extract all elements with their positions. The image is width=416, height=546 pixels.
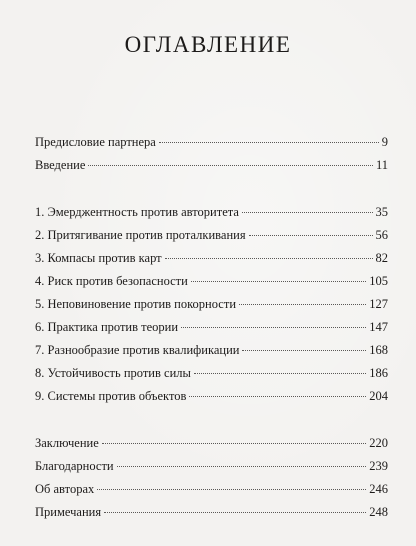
toc-entry-label: Заключение bbox=[35, 436, 99, 450]
dot-leader bbox=[97, 489, 366, 490]
toc-entry-page: 239 bbox=[369, 459, 388, 473]
dot-leader bbox=[88, 165, 373, 166]
toc-entry-notes[interactable] bbox=[35, 503, 388, 521]
toc-entry-acknowledgements[interactable] bbox=[35, 457, 388, 475]
dot-leader bbox=[239, 304, 366, 305]
toc-entry-chapter-3[interactable] bbox=[35, 249, 388, 267]
toc-entry-page: 82 bbox=[375, 251, 388, 265]
toc-entry-page: 220 bbox=[369, 436, 388, 450]
toc-entry-label: 5. Неповиновение против покорности bbox=[35, 297, 237, 311]
toc-entry-label: 3. Компасы против карт bbox=[35, 251, 162, 265]
toc-entry-about-authors[interactable] bbox=[35, 480, 388, 498]
toc-entry-chapter-7[interactable] bbox=[35, 341, 388, 359]
dot-leader bbox=[181, 327, 366, 328]
toc-entry-label: Введение bbox=[35, 158, 86, 172]
toc-entry-chapter-9[interactable] bbox=[35, 387, 388, 405]
dot-leader bbox=[249, 235, 373, 236]
toc-entry-page: 248 bbox=[369, 505, 388, 519]
dot-leader bbox=[117, 466, 367, 467]
toc-entry-chapter-1[interactable] bbox=[35, 203, 388, 221]
toc-entry-chapter-5[interactable] bbox=[35, 295, 388, 313]
toc-entry-conclusion[interactable] bbox=[35, 434, 388, 452]
toc-entry-page: 147 bbox=[369, 320, 388, 334]
toc-entry-page: 168 bbox=[369, 343, 388, 357]
toc-entry-label: Предисловие партнера bbox=[35, 135, 156, 149]
toc-entry-page: 204 bbox=[369, 389, 388, 403]
toc-entry-chapter-2[interactable] bbox=[35, 226, 388, 244]
dot-leader bbox=[189, 396, 366, 397]
dot-leader bbox=[159, 142, 379, 143]
toc-entry-page: 186 bbox=[369, 366, 388, 380]
toc-entry-label: Об авторах bbox=[35, 482, 95, 496]
dot-leader bbox=[194, 373, 366, 374]
toc-entry-page: 105 bbox=[369, 274, 388, 288]
toc-entry-label: 6. Практика против теории bbox=[35, 320, 179, 334]
dot-leader bbox=[165, 258, 373, 259]
dot-leader bbox=[242, 350, 366, 351]
toc-entry-page: 56 bbox=[375, 228, 388, 242]
dot-leader bbox=[191, 281, 366, 282]
dot-leader bbox=[104, 512, 366, 513]
toc-entry-chapter-6[interactable] bbox=[35, 318, 388, 336]
toc-entry-introduction[interactable] bbox=[35, 156, 388, 174]
toc-entry-page: 9 bbox=[381, 135, 388, 149]
page-title: ОГЛАВЛЕНИЕ bbox=[124, 32, 292, 57]
toc-entry-chapter-4[interactable] bbox=[35, 272, 388, 290]
toc-entry-label: 2. Притягивание против проталкивания bbox=[35, 228, 246, 242]
toc-entry-label: 8. Устойчивость против силы bbox=[35, 366, 191, 380]
toc-entry-chapter-8[interactable] bbox=[35, 364, 388, 382]
toc-entry-foreword[interactable] bbox=[35, 133, 388, 151]
toc-entry-page: 11 bbox=[375, 158, 388, 172]
toc-entry-label: 7. Разнообразие против квалификации bbox=[35, 343, 240, 357]
toc-entry-label: 1. Эмерджентность против авторитета bbox=[35, 205, 239, 219]
toc-entry-page: 35 bbox=[375, 205, 388, 219]
dot-leader bbox=[242, 212, 373, 213]
toc-entry-label: Благодарности bbox=[35, 459, 114, 473]
toc-entry-page: 127 bbox=[369, 297, 388, 311]
toc-entry-page: 246 bbox=[369, 482, 388, 496]
toc-entry-label: 9. Системы против объектов bbox=[35, 389, 187, 403]
toc-entry-label: Примечания bbox=[35, 505, 102, 519]
toc-entry-label: 4. Риск против безопасности bbox=[35, 274, 188, 288]
dot-leader bbox=[102, 443, 367, 444]
